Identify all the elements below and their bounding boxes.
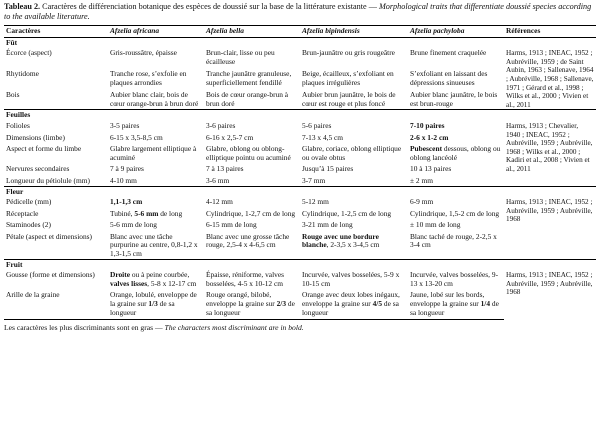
bold-trait: 2/3 bbox=[276, 299, 287, 309]
cell-bipindensis: 5-6 paires bbox=[302, 120, 332, 130]
cell-pachyloba: ± 2 mm bbox=[410, 175, 433, 185]
section-fut: Fût bbox=[4, 37, 596, 49]
row-label: Pédicelle (mm) bbox=[6, 197, 52, 207]
cell-bella: 6-16 x 2,5-7 cm bbox=[206, 132, 254, 142]
cell-pachyloba: Brune finement craquelée bbox=[410, 48, 487, 58]
cell-bipindensis: Beige, écailleux, s’exfoliant en plaques irrégulières bbox=[302, 69, 394, 87]
cell-bipindensis: Brun-jaunâtre ou gris rougeâtre bbox=[302, 48, 395, 58]
cell-africana: 5-6 mm de long bbox=[110, 220, 158, 230]
references-fleur: Harms, 1913 ; INEAC, 1952 ; Aubréville, 1959 ; Aubréville, 1968 bbox=[506, 198, 593, 224]
bold-trait: 2-6 x 1-2 cm bbox=[410, 132, 449, 142]
cell-africana bbox=[108, 271, 204, 288]
references-fut: Harms, 1913 ; INEAC, 1952 ; Aubréville, 1959 ; de Saint Aubin, 1963 ; Sallenave, 1964 ; Aubréville, 1968 ; Sallenave, 1971 ; Gérard et al., 1998 ; Wilks et al., 2000 ; Vivien et al., 2011 bbox=[506, 49, 594, 109]
cell-bipindensis bbox=[300, 288, 408, 319]
references-fruit: Harms, 1913 ; INEAC, 1952 ; Aubréville, 1959 ; Aubréville, 1968 bbox=[506, 271, 593, 297]
cell-text: de sa longueur bbox=[410, 299, 499, 317]
cell-bella: Glabre, oblong ou oblong-elliptique pointu ou acuminé bbox=[206, 144, 291, 162]
cell-bipindensis: 3-7 mm bbox=[302, 175, 326, 185]
table-row bbox=[4, 271, 596, 288]
cell-bella: 4-12 mm bbox=[206, 197, 233, 207]
table-row bbox=[4, 198, 596, 207]
cell-pachyloba: ± 10 mm de long bbox=[410, 220, 461, 230]
cell-pachyloba bbox=[408, 288, 504, 319]
cell-africana bbox=[108, 198, 204, 207]
cell-text: de sa longueur bbox=[110, 299, 175, 317]
cell-text: de long bbox=[158, 208, 183, 218]
cell-pachyloba: Incurvée, valves bosselées, 9-13 x 13-20 cm bbox=[410, 270, 499, 288]
document-page bbox=[4, 2, 596, 332]
cell-bella: Bois de cœur orange-brun à brun doré bbox=[206, 90, 289, 108]
cell-text: Rouge orangé, bilobé, enveloppe la graine sur bbox=[206, 290, 277, 309]
cell-africana bbox=[108, 288, 204, 319]
cell-text: dessous, oblong ou oblong lancéolé bbox=[410, 144, 501, 162]
cell-bella: 3-6 paires bbox=[206, 120, 236, 130]
cell-text: Orange avec deux lobes inégaux, enveloppe la graine sur bbox=[302, 290, 400, 309]
section-row-fleur bbox=[4, 186, 596, 198]
references-feuilles: Harms, 1913 ; Chevalier, 1940 ; INEAC, 1952 ; Aubréville, 1959 ; Aubréville, 1968 ; Wilks et al., 2000 ; Kadiri et al., 2008 ; Vivien et al., 2011 bbox=[506, 121, 593, 173]
table-row bbox=[4, 122, 596, 131]
cell-text: , 5-8 x 12-17 cm bbox=[147, 278, 197, 288]
header-references: Références bbox=[504, 26, 596, 38]
header-row bbox=[4, 26, 596, 38]
bold-trait: Rouge avec une bordure blanche bbox=[302, 231, 379, 250]
cell-pachyloba: Blanc taché de rouge, 2-2,5 x 3-4 cm bbox=[410, 231, 497, 250]
row-label: Dimensions (limbe) bbox=[6, 132, 65, 142]
cell-bipindensis: 5-12 mm bbox=[302, 197, 329, 207]
cell-text: Jaune, lobé sur les bords, enveloppe la graine sur bbox=[410, 290, 485, 309]
row-label: Réceptacle bbox=[6, 208, 39, 218]
cell-pachyloba: S’exfoliant en laissant des dépressions sinueuses bbox=[410, 69, 488, 87]
cell-bipindensis bbox=[300, 230, 408, 259]
cell-africana: 4-10 mm bbox=[110, 175, 137, 185]
cell-bipindensis: Glabre, coriace, oblong elliptique ou ovale obtus bbox=[302, 144, 402, 162]
table-footnote bbox=[4, 323, 596, 332]
cell-africana: Tranche rose, s’exfolie en plaques arrondies bbox=[110, 69, 187, 87]
cell-africana: Aubier blanc clair, bois de cœur orange-brun à brun doré bbox=[110, 90, 199, 108]
cell-pachyloba: 6-9 mm bbox=[410, 197, 434, 207]
row-label: Écorce (aspect) bbox=[6, 48, 52, 58]
cell-bella: Blanc avec une grosse tâche rouge, 2,5-4 x 4-6,5 cm bbox=[206, 231, 290, 250]
header-caracteres: Caractères bbox=[4, 26, 108, 38]
cell-bella: Brun-clair, lisse ou peu écailleuse bbox=[206, 48, 275, 66]
cell-text: de sa longueur bbox=[206, 299, 295, 317]
row-label: Arille de la graine bbox=[4, 288, 108, 319]
cell-bipindensis: Jusqu’à 15 paires bbox=[302, 164, 354, 174]
cell-bella: Épaisse, réniforme, valves bosselées, 4-5 x 10-12 cm bbox=[206, 270, 284, 288]
row-label: Nervures secondaires bbox=[6, 164, 70, 174]
caption-label: Tableau 2. bbox=[4, 2, 41, 11]
bold-trait: valves lisses bbox=[110, 278, 148, 288]
cell-bella: 6-15 mm de long bbox=[206, 220, 257, 230]
bold-trait: 1/4 bbox=[480, 299, 491, 309]
cell-bipindensis: Aubier brun jaunâtre, le bois de cœur est rouge et plus foncé bbox=[302, 90, 396, 108]
cell-bella: 3-6 mm bbox=[206, 175, 230, 185]
header-pachyloba: Afzelia pachyloba bbox=[408, 26, 504, 38]
section-row-feuilles bbox=[4, 110, 596, 122]
cell-africana: 3-5 paires bbox=[110, 120, 140, 130]
section-fruit: Fruit bbox=[4, 259, 596, 271]
cell-text: , 2-3,5 x 3-4,5 cm bbox=[326, 240, 380, 250]
caption-fr: Caractères de différenciation botanique des espèces de doussié sur la base de la littérature existante — bbox=[42, 2, 377, 11]
cell-bella: Cylindrique, 1-2,7 cm de long bbox=[206, 208, 296, 218]
cell-text: Orange, lobulé, enveloppe de la graine sur bbox=[110, 290, 197, 309]
cell-text: Tubiné, bbox=[110, 208, 135, 218]
header-africana: Afzelia africana bbox=[108, 26, 204, 38]
row-label: Rhytidome bbox=[6, 69, 39, 79]
cell-text: ou à peine courbée, bbox=[129, 270, 190, 280]
bold-trait: 1/3 bbox=[148, 299, 158, 309]
bold-trait: Pubescent bbox=[410, 144, 443, 154]
footnote-fr: Les caractères les plus discriminants sont en gras — bbox=[4, 323, 163, 333]
row-label: Pétale (aspect et dimensions) bbox=[6, 231, 92, 241]
row-label: Staminodes (2) bbox=[6, 220, 51, 230]
caption-en: Morphological traits that differentiate doussié species according to the available literature. bbox=[4, 2, 592, 21]
header-bipindensis: Afzelia bipindensis bbox=[300, 26, 408, 38]
cell-pachyloba bbox=[408, 122, 504, 131]
table-row bbox=[4, 49, 596, 67]
cell-bipindensis: Incurvée, valves bosselées, 5-9 x 10-15 cm bbox=[302, 270, 400, 288]
cell-africana: Blanc avec une tâche purpurine au centre, 0,8-1,2 x 1,3-1,5 cm bbox=[110, 231, 198, 259]
header-bella: Afzelia bella bbox=[204, 26, 300, 38]
cell-pachyloba: Aubier blanc jaunâtre, le bois est brun-rouge bbox=[410, 90, 498, 108]
cell-pachyloba: Cylindrique, 1,5-2 cm de long bbox=[410, 208, 500, 218]
row-label: Aspect et forme du limbe bbox=[6, 144, 82, 154]
section-fleur: Fleur bbox=[4, 186, 596, 198]
bold-trait: 4/5 bbox=[372, 299, 383, 309]
cell-bella: Tranche jaunâtre granuleuse, superficiellement fendillé bbox=[206, 69, 292, 87]
section-row-fut bbox=[4, 37, 596, 49]
row-label: Folioles bbox=[6, 120, 30, 130]
cell-pachyloba bbox=[408, 142, 504, 162]
section-feuilles: Feuilles bbox=[4, 110, 596, 122]
cell-africana: Glabre largement elliptique à acuminé bbox=[110, 144, 197, 162]
cell-pachyloba bbox=[408, 131, 504, 143]
table-caption bbox=[4, 2, 596, 22]
row-label: Longueur du pétiolule (mm) bbox=[6, 175, 90, 185]
cell-bipindensis: Cylindrique, 1-2,5 cm de long bbox=[302, 208, 392, 218]
cell-africana bbox=[108, 207, 204, 219]
cell-text: de sa longueur bbox=[302, 299, 399, 317]
cell-africana: 6-15 x 3,5-8,5 cm bbox=[110, 132, 163, 142]
bold-trait: 5-6 mm bbox=[134, 208, 159, 218]
traits-table bbox=[4, 25, 596, 320]
cell-bella: 7 à 13 paires bbox=[206, 164, 244, 174]
bold-trait: Droite bbox=[110, 270, 130, 280]
cell-pachyloba: 10 à 13 paires bbox=[410, 164, 452, 174]
cell-bella bbox=[204, 288, 300, 319]
cell-africana: Gris-roussâtre, épaisse bbox=[110, 48, 177, 58]
footnote-en: The characters most discriminant are in bold. bbox=[164, 323, 304, 333]
bold-trait: 7-10 paires bbox=[410, 120, 445, 130]
row-label: Gousse (forme et dimensions) bbox=[6, 270, 95, 280]
bold-trait: 1,1-1,3 cm bbox=[110, 197, 143, 207]
cell-bipindensis: 3-21 mm de long bbox=[302, 220, 353, 230]
cell-africana: 7 à 9 paires bbox=[110, 164, 144, 174]
row-label: Bois bbox=[6, 90, 20, 100]
cell-bipindensis: 7-13 x 4,5 cm bbox=[302, 132, 344, 142]
